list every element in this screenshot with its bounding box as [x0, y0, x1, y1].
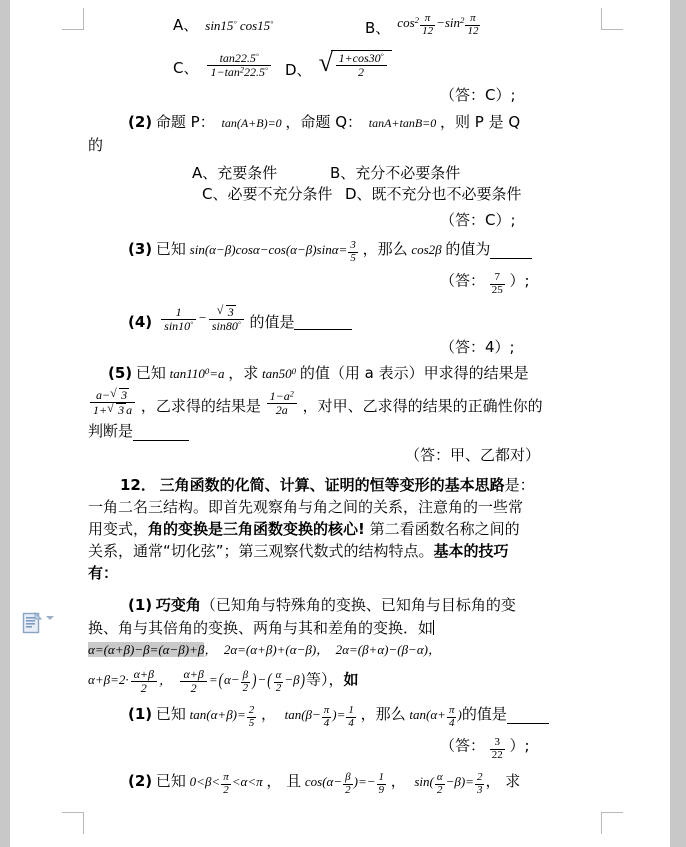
choice-c-label: C、: [173, 59, 199, 78]
answer-q2: （答：C）;: [440, 211, 516, 229]
document-page[interactable]: [10, 0, 671, 847]
choice-d-label: D、: [285, 61, 312, 80]
question-3-blank[interactable]: [490, 243, 532, 259]
subsection-1-line: [128, 598, 516, 614]
answer-q3-prefix: （答：: [440, 271, 486, 290]
formula-2-part-1: α+β=2· $\frac{\alpha+\beta}{2}$: [88, 672, 159, 687]
exercise-2-expr-1: 0<β< $\frac{\pi}{2}$ <α<π: [189, 771, 263, 796]
question-5-frac-2: $\frac{1-a^2}{2a}$: [265, 394, 299, 409]
question-2-option-d: D、既不充分也不必要条件: [345, 185, 522, 203]
paste-options-smarttag[interactable]: [22, 612, 56, 634]
formula-rest-1: ， 2α=(α+β)+(α−β)，: [204, 642, 330, 657]
formula-2-tail: 等），: [305, 670, 344, 689]
question-5-expr-2: $\tan 50^0$: [262, 366, 297, 381]
formula-2-bold: 如: [343, 670, 359, 689]
question-3-number: (3): [128, 240, 153, 259]
formula-2-part-2: $\frac{\alpha+\beta}{2}$ =(α− $\frac{\beta}{2}$ )−( $\frac{\alpha}{2}$ −β): [178, 672, 305, 687]
question-5-line-1: [108, 366, 529, 382]
choice-a-label: A、: [173, 16, 199, 34]
formula-line-2: [88, 668, 358, 695]
answer-ex1-suffix: ）;: [509, 736, 530, 755]
subsection-1-text-b: 换、角与其倍角的变换、两角与其和差角的变换．如: [88, 619, 434, 637]
exercise-1-line: [128, 705, 549, 729]
exercise-1-sep-1: ，: [261, 705, 281, 724]
section-12-line-3b: 第二看函数名称之间的: [364, 520, 520, 538]
exercise-1-tail: 的值是: [461, 705, 507, 724]
question-3-line: [128, 240, 532, 264]
section-12-line-4: [88, 544, 509, 560]
question-5-line-3: [88, 424, 189, 441]
exercise-1-number: (1): [128, 705, 153, 724]
question-2-expr-1: tan(A+B)=0: [218, 116, 282, 130]
section-12-title: 三角函数的化简、计算、证明的恒等变形的基本思路: [159, 476, 505, 494]
exercise-2-sep-1: ， 且: [266, 772, 302, 791]
answer-q4: （答：4）;: [440, 338, 515, 356]
exercise-2-number: (2): [128, 772, 153, 791]
exercise-2-expr-2: cos(α− $\frac{\beta}{2}$ )=− $\frac{1}{9}$: [304, 771, 385, 796]
document-content[interactable]: [10, 0, 670, 847]
answer-ex1: [440, 737, 530, 761]
choice-d: [285, 50, 392, 78]
question-2-text-wrap: 的: [88, 136, 104, 154]
section-12-line-4a: 关系，通常“切化弦”；第三观察代数式的结构特点。: [88, 542, 434, 560]
answer-q3-value: $\frac{7}{25}$: [491, 271, 503, 296]
exercise-1-expr-1: tan(α+β)= $\frac{2}{5}$: [189, 704, 255, 729]
question-5-text-c: 的值（用 a 表示）甲求得的结果是: [299, 364, 529, 382]
question-3-tail: 的值为: [445, 240, 491, 259]
question-2-text-2: ，命题 Q：: [285, 113, 362, 131]
question-2-text-3: ，则 P 是 Q: [440, 113, 521, 131]
choice-c-expr: $\frac{\tan 22.5^\circ}{1-\tan^222.5^\circ}$: [202, 56, 273, 71]
answer-ex1-value: $\frac{3}{22}$: [491, 736, 503, 761]
exercise-1-blank[interactable]: [507, 708, 549, 724]
answer-ex1-prefix: （答：: [440, 736, 486, 755]
question-5-expr-1: $\tan 110^0=a$: [169, 366, 225, 381]
exercise-1-sep-2: ，那么: [360, 705, 406, 724]
choice-c: [173, 52, 273, 78]
question-3-expr2: cos2β: [411, 242, 442, 258]
question-5-text-d: ，乙求得的结果是: [140, 397, 261, 416]
question-3-lead: 已知: [155, 240, 186, 259]
question-5-number: (5): [108, 364, 133, 382]
question-2-expr-2: tanA+tanB=0: [365, 116, 437, 130]
exercise-1-lead: 已知: [155, 705, 186, 724]
section-12-number: 12．: [120, 476, 156, 494]
formula-rest-2: 2α=(β+α)−(β−α)，: [329, 642, 441, 657]
choice-b-expr: $\cos^2$ $\frac{\pi}{12}$ $-\sin^2$ $\frac{\pi}{12}$: [394, 12, 479, 37]
question-2-number: (2): [128, 113, 153, 131]
exercise-1-expr-2: tan(β− $\frac{\pi}{4}$ )= $\frac{1}{4}$: [284, 704, 354, 729]
chevron-down-icon[interactable]: [46, 620, 54, 638]
formula-highlighted[interactable]: α=(α+β)−β=(α−β)+β: [88, 642, 205, 657]
choice-b: [365, 13, 481, 37]
question-5-text-b: ，求: [228, 364, 259, 382]
exercise-2-line: [128, 772, 520, 796]
text-cursor: [433, 620, 434, 635]
subsection-1-line-2: [88, 620, 434, 637]
section-12-line-2: 一角二名三结构。即首先观察角与角之间的关系，注意角的一些常: [88, 498, 524, 516]
question-2-text-1: 命题 P：: [155, 113, 215, 131]
question-4-expr: $\frac{1}{\sin 10^\circ}$ − √ $\frac{3}{\sin 80^\circ}$: [156, 310, 246, 325]
question-5-frac-1: $\frac{a- √ 3}{1+ √ 3 a}$: [88, 394, 137, 409]
formula-line-1: [88, 643, 441, 656]
subsection-1-number: (1): [128, 596, 153, 614]
question-2-option-c: C、必要不充分条件: [202, 185, 333, 203]
question-4-line: [128, 305, 352, 332]
choice-a: [173, 18, 273, 34]
formula-2-sep: ，: [158, 672, 179, 688]
question-4-number: (4): [128, 313, 153, 332]
section-12-title-tail: 是：: [504, 476, 535, 494]
question-2-line: [128, 115, 520, 131]
answer-q1: （答：C）;: [440, 86, 516, 104]
exercise-2-tail: ， 求: [485, 772, 521, 791]
question-5-lead: 已知: [135, 364, 166, 382]
question-5-blank[interactable]: [133, 425, 189, 441]
section-12-line-4-bold: 基本的技巧: [433, 542, 509, 560]
question-3-expr: sin(α−β)cosα−cos(α−β)sinα= $\frac{3}{5}$: [189, 239, 356, 264]
choice-d-expr: √ $\frac{1+\cos 30^\circ}{2}$: [315, 55, 391, 70]
question-5-text-f: 判断是: [88, 422, 134, 440]
choice-b-label: B、: [365, 19, 391, 38]
question-2-option-a: A、充要条件: [192, 164, 278, 182]
exercise-1-expr-3: tan(α+ $\frac{\pi}{4}$ ): [409, 704, 462, 729]
section-12-line-3a: 用变式，: [88, 520, 149, 538]
choice-a-expr: sin15° cos15°: [202, 18, 274, 33]
question-3-mid: ，那么: [362, 240, 408, 259]
exercise-2-lead: 已知: [155, 772, 186, 791]
subsection-1-text-a: （已知角与特殊角的变换、已知角与目标角的变: [200, 596, 516, 614]
exercise-2-expr-3: sin( $\frac{\alpha}{2}$ −β)= $\frac{2}{3}$: [414, 771, 483, 796]
section-12-line-3-bold: 角的变换是三角函数变换的核心!: [148, 520, 365, 538]
section-12-line-5: 有：: [88, 564, 119, 582]
answer-q3-suffix: ）;: [509, 271, 530, 290]
question-5-text-e: ，对甲、乙求得的结果的正确性你的: [302, 397, 543, 416]
question-5-line-2: [88, 388, 543, 416]
question-4-blank[interactable]: [294, 314, 352, 330]
paste-clipboard-icon[interactable]: [22, 612, 42, 634]
question-2-option-b: B、充分不必要条件: [330, 164, 461, 182]
exercise-2-sep-2: ，: [390, 772, 411, 791]
question-4-tail: 的值是: [249, 313, 295, 332]
section-12-line-3: [88, 522, 520, 538]
answer-q3: [440, 272, 530, 296]
canvas-right-gutter: [670, 0, 686, 847]
answer-q5: （答：甲、乙都对）: [405, 446, 541, 464]
subsection-1-title: 巧变角: [155, 596, 201, 614]
section-12-heading: [120, 478, 535, 494]
